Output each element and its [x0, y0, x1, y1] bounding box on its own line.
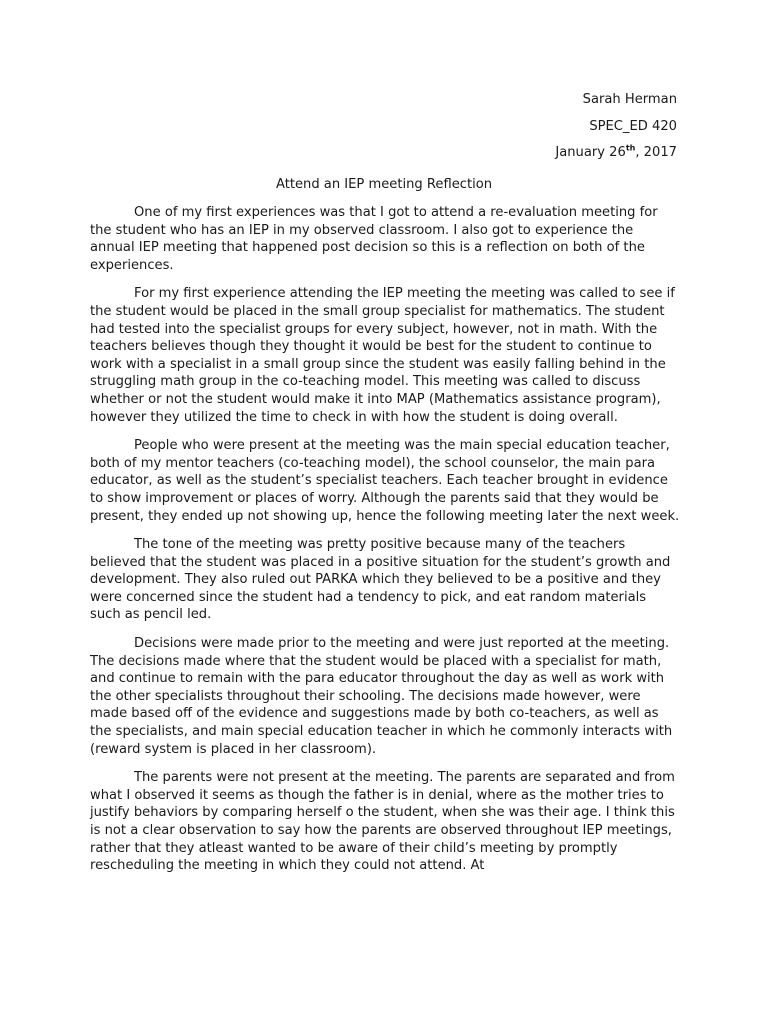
document-date: [555, 144, 677, 171]
document-body: [90, 204, 680, 886]
date-prefix: January 26: [555, 145, 626, 160]
paragraph-5: Decisions were made prior to the meeting and were just reported at the meeting. The decisions made where that the student would be placed with a specialist for math, and continue to remain with the para educator throughout the day as well as work with the other specialists throughout their schooling. The decisions made however, were made based off of the evidence and suggestions made by both co-teachers, as well as the specialists, and main special education teacher in which he commonly interacts with (reward system is placed in her classroom).: [90, 636, 673, 757]
header-block: [555, 91, 677, 171]
author-name: Sarah Herman: [582, 92, 677, 107]
paragraph-1: One of my first experiences was that I got to attend a re-evaluation meeting for the student who has an IEP in my observed classroom. I also got to experience the annual IEP meeting that happened post decision so this is a reflection on both of the experiences.: [90, 205, 658, 273]
document-title: Attend an IEP meeting Reflection: [275, 177, 493, 192]
paragraph-6: The parents were not present at the meeting. The parents are separated and from what I observed it seems as though the father is in denial, where as the mother tries to justify behaviors by comparing herself o the student, when she was their age. I think this is not a clear observation to say how the parents are observed throughout IEP meetings, rather that they atleast wanted to be aware of their child’s meeting by promptly rescheduling the meeting in which they could not attend. At: [90, 770, 675, 874]
paragraph-2: For my first experience attending the IEP meeting the meeting was called to see if the student would be placed in the small group specialist for mathematics. The student had tested into the specialist groups for every subject, however, not in math. With the teachers believes though they thought it would be best for the student to continue to work with a specialist in a small group since the student was easily falling behind in the struggling math group in the co-teaching model. This meeting was called to discuss whether or not the student would make it into MAP (Mathematics assistance program), however they utilized the time to check in with how the student is doing overall.: [90, 286, 675, 425]
course-code: SPEC_ED 420: [589, 118, 677, 134]
date-suffix: , 2017: [635, 145, 677, 160]
paragraph-4: The tone of the meeting was pretty positive because many of the teachers believed that the student was placed in a positive situation for the student’s growth and development. They also ruled out PARKA which they believed to be a positive and they were concerned since the student had a tendency to pick, and eat random materials such as pencil led.: [90, 537, 671, 623]
date-ordinal: th: [625, 143, 636, 153]
paragraph-3: People who were present at the meeting was the main special education teacher, both of my mentor teachers (co-teaching model), the school counselor, the main para educator, as well as the student’s specialist teachers. Each teacher brought in evidence to show improvement or places of worry. Although the parents said that they would be present, they ended up not showing up, hence the following meeting later the next week.: [90, 438, 680, 524]
